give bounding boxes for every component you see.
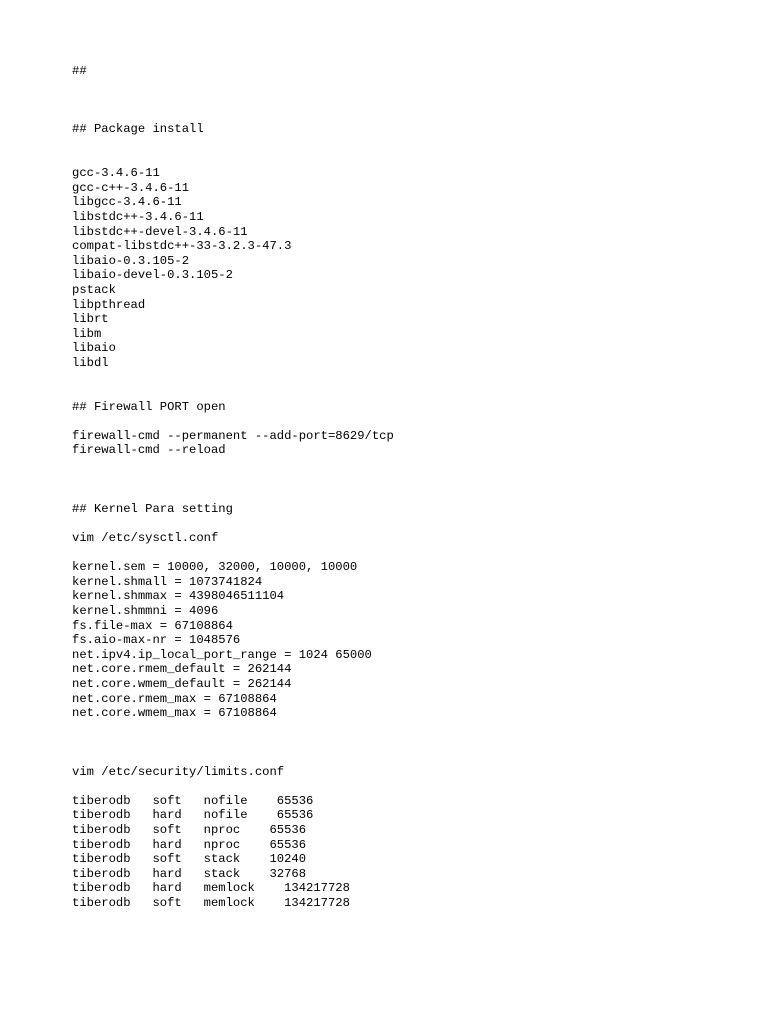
sysctl-line: kernel.sem = 10000, 32000, 10000, 10000 xyxy=(72,560,358,575)
sysctl-line: net.core.wmem_default = 262144 xyxy=(72,676,292,691)
spacer xyxy=(72,79,752,123)
sysctl-line: kernel.shmmni = 4096 xyxy=(72,604,219,618)
spacer xyxy=(72,546,752,561)
package-heading: ## Package install xyxy=(72,122,204,137)
package-list xyxy=(72,166,752,370)
limits-line: tiberodb hard memlock 134217728 xyxy=(72,881,350,896)
sysctl-line: net.core.rmem_default = 262144 xyxy=(72,662,292,677)
top-heading: ## xyxy=(72,64,87,78)
spacer xyxy=(72,458,752,502)
sysctl-command: vim /etc/sysctl.conf xyxy=(72,531,219,546)
spacer xyxy=(72,414,752,429)
kernel-heading: ## Kernel Para setting xyxy=(72,501,233,516)
limits-line: tiberodb soft stack 10240 xyxy=(72,852,307,867)
spacer xyxy=(72,137,752,166)
spacer xyxy=(72,516,752,531)
package-line: libgcc-3.4.6-11 xyxy=(72,195,182,210)
limits-command: vim /etc/security/limits.conf xyxy=(72,764,285,779)
sysctl-settings xyxy=(72,560,752,721)
package-line: compat-libstdc++-33-3.2.3-47.3 xyxy=(72,239,292,254)
package-line: libaio xyxy=(72,341,116,356)
firewall-heading: ## Firewall PORT open xyxy=(72,399,226,414)
firewall-command-line: firewall-cmd --reload xyxy=(72,443,226,458)
package-line: libaio-0.3.105-2 xyxy=(72,253,190,268)
sysctl-line: net.core.rmem_max = 67108864 xyxy=(72,691,277,706)
package-line: pstack xyxy=(72,282,116,297)
package-line: librt xyxy=(72,312,109,327)
spacer xyxy=(72,370,752,399)
package-line: libstdc++-devel-3.4.6-11 xyxy=(72,224,248,239)
limits-line: tiberodb hard nofile 65536 xyxy=(72,808,314,823)
package-line: libm xyxy=(72,326,102,341)
package-line: gcc-c++-3.4.6-11 xyxy=(72,180,190,195)
firewall-command-line: firewall-cmd --permanent --add-port=8629/tcp xyxy=(72,428,394,443)
limits-line: tiberodb hard stack 32768 xyxy=(72,866,307,881)
sysctl-line: fs.file-max = 67108864 xyxy=(72,618,233,633)
sysctl-line: kernel.shmmax = 4398046511104 xyxy=(72,589,285,604)
sysctl-line: kernel.shmall = 1073741824 xyxy=(72,574,263,589)
firewall-commands xyxy=(72,429,752,458)
sysctl-line: fs.aio-max-nr = 1048576 xyxy=(72,633,241,648)
spacer xyxy=(72,721,752,765)
limits-line: tiberodb hard nproc 65536 xyxy=(72,837,307,852)
sysctl-line: net.core.wmem_max = 67108864 xyxy=(72,706,277,721)
limits-line: tiberodb soft nproc 65536 xyxy=(72,822,307,837)
package-line: libstdc++-3.4.6-11 xyxy=(72,209,204,224)
sysctl-line: net.ipv4.ip_local_port_range = 1024 65000 xyxy=(72,647,372,662)
spacer xyxy=(72,779,752,794)
package-line: libaio-devel-0.3.105-2 xyxy=(72,268,233,283)
limits-line: tiberodb soft memlock 134217728 xyxy=(72,895,350,910)
package-line: libpthread xyxy=(72,297,146,312)
package-line: gcc-3.4.6-11 xyxy=(72,166,160,181)
package-line: libdl xyxy=(72,355,109,370)
limits-settings xyxy=(72,794,752,911)
document-page xyxy=(72,64,752,910)
limits-line: tiberodb soft nofile 65536 xyxy=(72,793,314,808)
